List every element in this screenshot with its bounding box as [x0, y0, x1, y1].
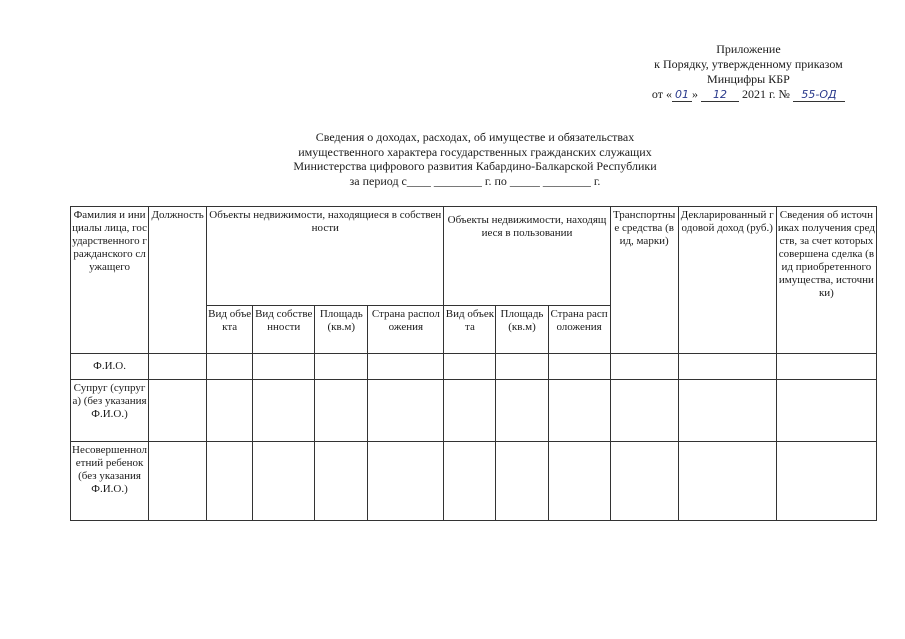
- empty-cell: [207, 442, 253, 521]
- empty-cell: [207, 380, 253, 442]
- document-title: [0, 130, 905, 188]
- subheader-owned-area: Площадь (кв.м): [315, 306, 368, 354]
- date-mid: »: [691, 87, 698, 101]
- empty-cell: [548, 380, 610, 442]
- subheader-used-type: Вид объекта: [444, 306, 496, 354]
- empty-cell: [496, 442, 548, 521]
- appendix-date-line: [652, 87, 845, 102]
- empty-cell: [496, 380, 548, 442]
- date-year: 2021 г. №: [741, 87, 790, 101]
- header-used: Объекты недвижимости, находящиеся в пользовании: [444, 207, 610, 306]
- declaration-table: [70, 206, 877, 521]
- subheader-owned-type: Вид объекта: [207, 306, 253, 354]
- empty-cell: [610, 442, 678, 521]
- empty-cell: [149, 380, 207, 442]
- header-sources: Сведения об источниках получения средств, за счет которых совершена сделка (вид приобретенного имущества, источники): [776, 207, 876, 354]
- handwritten-month: 12: [701, 88, 739, 102]
- title-line-4: за период с____ ________ г. по _____ ________ г.: [349, 173, 601, 188]
- table-row: [71, 380, 877, 442]
- row-label-child: Несовершеннолетний ребенок (без указания Ф.И.О.): [71, 442, 149, 521]
- header-position: Должность: [149, 207, 207, 354]
- appendix-block: [652, 42, 845, 102]
- row-label-spouse: Супруг (супруга) (без указания Ф.И.О.): [71, 380, 149, 442]
- empty-cell: [776, 354, 876, 380]
- empty-cell: [610, 380, 678, 442]
- empty-cell: [149, 354, 207, 380]
- empty-cell: [315, 380, 368, 442]
- empty-cell: [548, 442, 610, 521]
- empty-cell: [496, 354, 548, 380]
- appendix-ministry: Минцифры КБР: [707, 72, 790, 86]
- title-line-2: имущественного характера государственных гражданских служащих: [298, 144, 652, 159]
- empty-cell: [368, 442, 444, 521]
- empty-cell: [368, 354, 444, 380]
- empty-cell: [678, 380, 776, 442]
- subheader-used-country: Страна расположения: [548, 306, 610, 354]
- appendix-order: к Порядку, утвержденному приказом: [654, 57, 843, 71]
- appendix-title: Приложение: [716, 42, 781, 56]
- empty-cell: [678, 354, 776, 380]
- handwritten-number: 55-ОД: [793, 88, 845, 102]
- empty-cell: [149, 442, 207, 521]
- empty-cell: [776, 442, 876, 521]
- table-row: [71, 442, 877, 521]
- handwritten-day: 01: [672, 88, 692, 102]
- empty-cell: [776, 380, 876, 442]
- header-owned: Объекты недвижимости, находящиеся в собственности: [207, 207, 444, 306]
- empty-cell: [610, 354, 678, 380]
- title-line-3: Министерства цифрового развития Кабардино-Балкарской Республики: [293, 159, 657, 173]
- empty-cell: [253, 354, 315, 380]
- empty-cell: [444, 442, 496, 521]
- row-label-fio: Ф.И.О.: [71, 354, 149, 380]
- empty-cell: [368, 380, 444, 442]
- empty-cell: [207, 354, 253, 380]
- header-transport: Транспортные средства (вид, марки): [610, 207, 678, 354]
- empty-cell: [315, 354, 368, 380]
- subheader-used-area: Площадь (кв.м): [496, 306, 548, 354]
- empty-cell: [253, 442, 315, 521]
- empty-cell: [678, 442, 776, 521]
- header-name: Фамилия и инициалы лица, государственного гражданского служащего: [71, 207, 149, 354]
- date-prefix: от «: [651, 87, 672, 101]
- empty-cell: [444, 380, 496, 442]
- table-row: [71, 354, 877, 380]
- subheader-owned-country: Страна расположения: [368, 306, 444, 354]
- subheader-owned-ownership: Вид собственности: [253, 306, 315, 354]
- empty-cell: [548, 354, 610, 380]
- empty-cell: [315, 442, 368, 521]
- header-income: Декларированный годовой доход (руб.): [678, 207, 776, 354]
- empty-cell: [444, 354, 496, 380]
- title-line-1: Сведения о доходах, расходах, об имуществе и обязательствах: [315, 130, 635, 144]
- empty-cell: [253, 380, 315, 442]
